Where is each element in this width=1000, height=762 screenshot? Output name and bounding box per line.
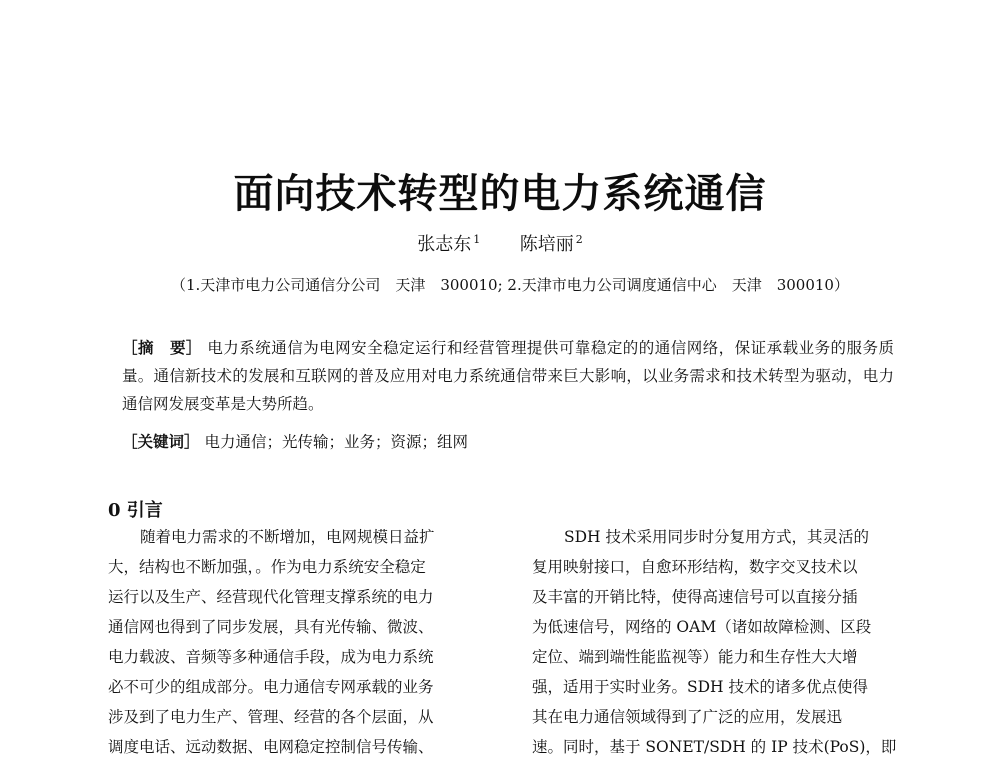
author-affiliation-marker: 1 (473, 233, 481, 246)
body-line: 随着电力需求的不断增加，电网规模日益扩 (140, 528, 435, 546)
left-column (108, 522, 480, 762)
author-affiliation-marker: 2 (575, 233, 583, 246)
body-line: 必不可少的组成部分。电力通信专网承载的业务 (108, 678, 434, 696)
body-line: 速。同时，基于 SONET/SDH 的 IP 技术(PoS)，即 (532, 738, 897, 756)
body-line: 电力载波、音频等多种通信手段，成为电力系统 (108, 648, 434, 666)
abstract-text: 电力系统通信为电网安全稳定运行和经营管理提供可靠稳定的的通信网络，保证承载业务的服务质量。通信新技术的发展和互联网的普及应用对电力系统通信带来巨大影响，以业务需求和技术转型为驱动，电力通信网发展变革是大势所趋。 (122, 339, 894, 413)
body-line: 大，结构也不断加强，。作为电力系统安全稳定 (108, 558, 426, 576)
body-line: 及丰富的开销比特，使得高速信号可以直接分插 (532, 588, 858, 606)
body-line: SDH 技术采用同步时分复用方式，其灵活的 (564, 528, 869, 546)
keywords-text: 电力通信；光传输；业务；资源；组网 (204, 433, 468, 451)
body-line: 定位、端到端性能监视等）能力和生存性大大增 (532, 648, 858, 666)
body-line: 涉及到了电力生产、管理、经营的各个层面，从 (108, 708, 434, 726)
body-line: 运行以及生产、经营现代化管理支撑系统的电力 (108, 588, 434, 606)
body-line: 强，适用于实时业务。SDH 技术的诸多优点使得 (532, 678, 868, 696)
affiliations: （1.天津市电力公司通信分公司 天津 300010; 2.天津市电力公司调度通信中心 天津 300010） (171, 276, 849, 294)
author-line (0, 230, 1000, 256)
section-heading: 0 引言 (108, 500, 163, 521)
right-column (532, 522, 904, 762)
author-name: 陈培丽 (519, 234, 574, 255)
abstract-label: ［摘 要］ (122, 338, 202, 357)
body-line: 其在电力通信领域得到了广泛的应用，发展迅 (532, 708, 843, 726)
keywords (122, 428, 894, 456)
paper-title: 面向技术转型的电力系统通信 (233, 170, 767, 217)
body-line: 复用映射接口，自愈环形结构，数字交叉技术以 (532, 558, 858, 576)
body-line: 为低速信号，网络的 OAM（诸如故障检测、区段 (532, 618, 872, 636)
body-line: 调度电话、远动数据、电网稳定控制信号传输、 (108, 738, 434, 756)
body-line: 通信网也得到了同步发展，具有光传输、微波、 (108, 618, 434, 636)
abstract (122, 334, 894, 418)
keywords-label: ［关键词］ (122, 432, 200, 451)
author-name: 张志东 (417, 234, 472, 255)
